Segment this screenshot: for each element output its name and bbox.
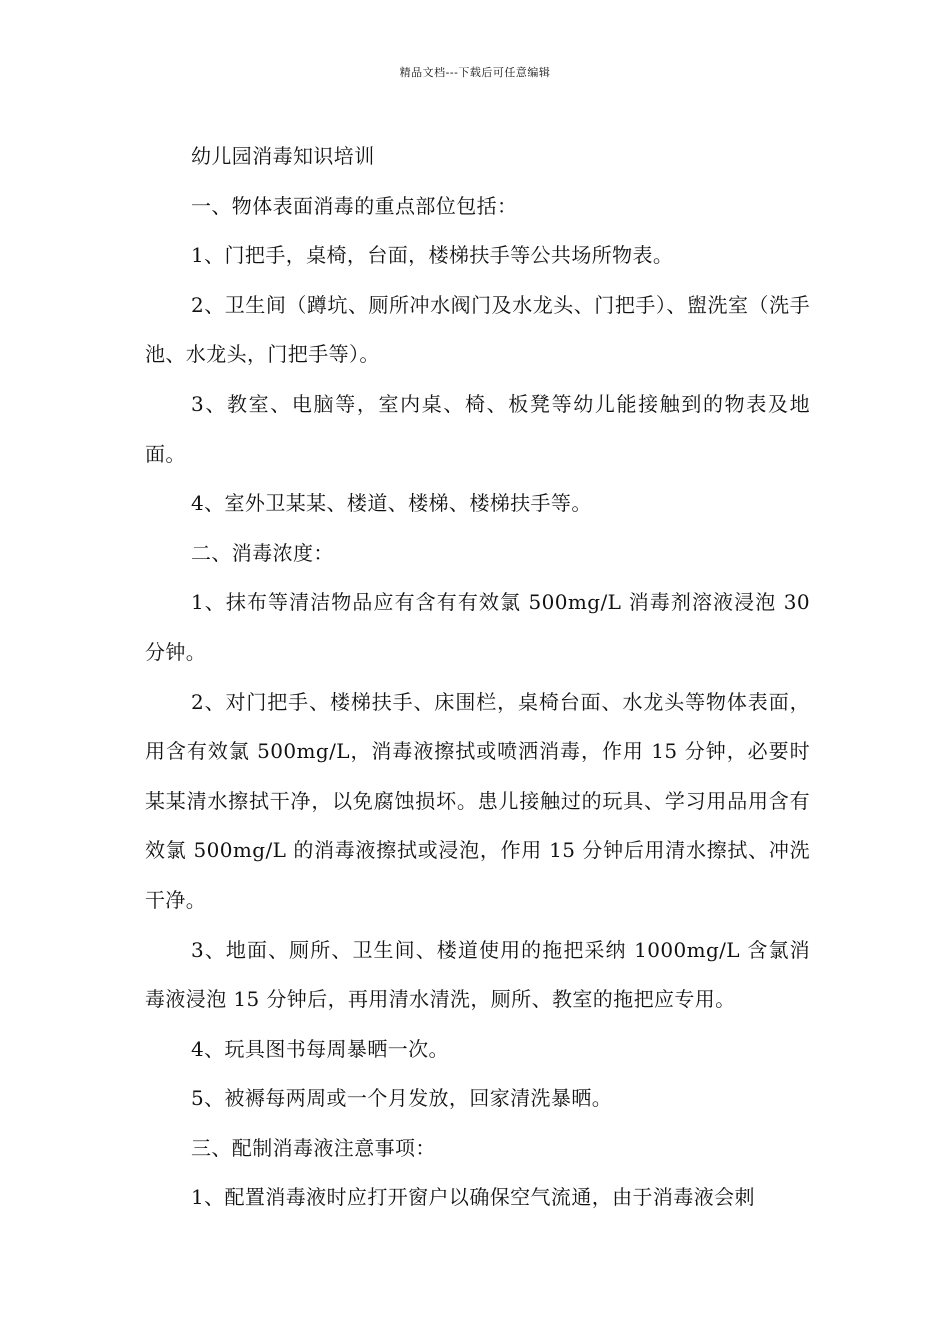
paragraph: 1、门把手，桌椅，台面，楼梯扶手等公共场所物表。 xyxy=(191,243,674,268)
section-heading-1: 一、物体表面消毒的重点部位包括： xyxy=(191,193,518,218)
page-header: 精品文档---下载后可任意编辑 xyxy=(399,66,551,79)
paragraph: 3、地面、厕所、卫生间、楼道使用的拖把采纳 1000mg/L 含氯消毒液浸泡 15 分钟后，再用清水清洗，厕所、教室的拖把应专用。 xyxy=(145,937,810,1012)
document-title: 幼儿园消毒知识培训 xyxy=(191,144,375,168)
paragraph: 2、卫生间（蹲坑、厕所冲水阀门及水龙头、门把手）、盥洗室（洗手池、水龙头，门把手等）。 xyxy=(145,292,810,367)
paragraph: 1、配置消毒液时应打开窗户以确保空气流通，由于消毒液会刺 xyxy=(191,1185,755,1210)
paragraph: 1、抹布等清洁物品应有含有有效氯 500mg/L 消毒剂溶液浸泡 30 分钟。 xyxy=(145,590,810,664)
document-body xyxy=(145,132,810,1223)
paragraph: 4、玩具图书每周暴晒一次。 xyxy=(191,1036,449,1061)
paragraph: 3、教室、电脑等，室内桌、椅、板凳等幼儿能接触到的物表及地面。 xyxy=(145,391,810,466)
paragraph: 4、室外卫某某、楼道、楼梯、楼梯扶手等。 xyxy=(191,491,592,516)
section-heading-3: 三、配制消毒液注意事项： xyxy=(191,1135,436,1160)
paragraph: 5、被褥每两周或一个月发放，回家清洗暴晒。 xyxy=(191,1086,613,1111)
section-heading-2: 二、消毒浓度： xyxy=(191,540,334,565)
paragraph: 2、对门把手、楼梯扶手、床围栏，桌椅台面、水龙头等物体表面，用含有效氯 500mg/L，消毒液擦拭或喷洒消毒，作用 15 分钟，必要时某某清水擦拭干净，以免腐蚀损坏。患儿接触过的玩具、学习用品用含有效氯 500mg/L 的消毒液擦拭或浸泡，作用 15 分钟后用清水擦拭、冲洗干净。 xyxy=(145,689,810,912)
